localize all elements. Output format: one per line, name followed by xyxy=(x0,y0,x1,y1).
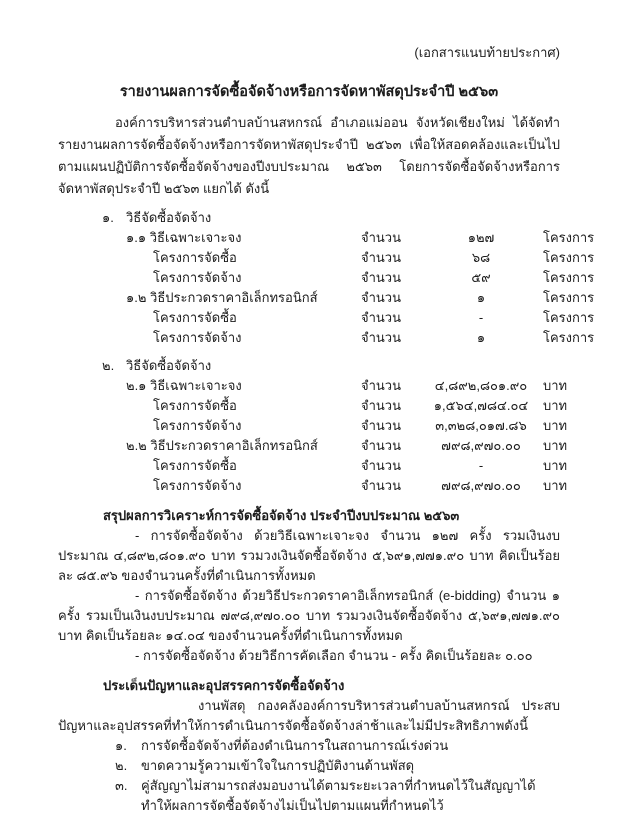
problems-section xyxy=(58,676,560,816)
summary-bullet: - การจัดซื้อจัดจ้าง ด้วยวิธีประกวดราคาอิเล็กทรอนิกส์ (e-bidding) จำนวน ๑ ครั้ง รวมเป็นเงินงบประมาณ ๗๙๘,๙๗๐.๐๐ บาท รวมวงเงินจัดซื้อจัดจ้าง ๕,๖๙๑,๗๗๑.๙๐ บาท คิดเป็นร้อยละ ๑๔.๐๔ ของจำนวนครั้งที่ดำเนินการทั้งหมด xyxy=(58,588,560,643)
section-rows xyxy=(126,376,568,496)
problem-item-number: ๓. xyxy=(115,778,128,793)
row-qty-label: จำนวน xyxy=(361,378,401,393)
row-unit: บาท xyxy=(543,418,568,433)
table-row xyxy=(126,328,595,348)
row-unit: โครงการ xyxy=(543,310,595,325)
table-row xyxy=(126,476,568,496)
table-row xyxy=(126,456,568,476)
row-value: ๑ xyxy=(476,330,486,345)
table-row xyxy=(126,396,568,416)
intro-paragraph: องค์การบริหารส่วนตำบลบ้านสหกรณ์ อำเภอแม่ออน จังหวัดเชียงใหม่ ได้จัดทำรายงานผลการจัดซื้อจัดจ้างหรือการจัดหาพัสดุประจำปี ๒๕๖๓ เพื่อให้สอดคล้องและเป็นไปตามแผนปฏิบัติการจัดซื้อจัดจ้างของปีงบประมาณ ๒๕๖๓ โดยการจัดซื้อจัดจ้างหรือการจัดหาพัสดุประจำปี ๒๕๖๓ แยกได้ ดังนี้ xyxy=(58,115,560,196)
row-value: - xyxy=(478,310,484,325)
problems-heading: ประเด็นปัญหาและอุปสรรคการจัดซื้อจัดจ้าง xyxy=(103,678,345,693)
row-value: ๑๒๗ xyxy=(467,230,495,245)
row-unit: บาท xyxy=(543,438,568,453)
row-label: ๒.๑ วิธีเฉพาะเจาะจง xyxy=(126,378,242,393)
row-value: ๑ xyxy=(476,290,486,305)
table-row xyxy=(126,308,595,328)
row-label: โครงการจัดจ้าง xyxy=(153,478,242,493)
row-unit: บาท xyxy=(543,398,568,413)
row-unit: บาท xyxy=(543,458,568,473)
table-row xyxy=(126,248,595,268)
problem-item-text: คู่สัญญาไม่สามารถส่งมอบงานได้ตามระยะเวลาที่กำหนดไว้ในสัญญาได้ ทำให้ผลการจัดซื้อจัดจ้างไม่เป็นไปตามแผนที่กำหนดไว้ xyxy=(141,778,536,813)
row-qty-label: จำนวน xyxy=(361,418,401,433)
problem-item-text: การจัดซื้อจัดจ้างที่ต้องดำเนินการในสถานการณ์เร่งด่วน xyxy=(141,738,449,753)
section-heading xyxy=(102,356,560,376)
problem-item xyxy=(115,776,560,816)
row-qty-label: จำนวน xyxy=(361,310,401,325)
summary-section xyxy=(58,506,560,666)
row-label: โครงการจัดจ้าง xyxy=(153,330,242,345)
section-rows xyxy=(126,228,595,348)
row-qty-label: จำนวน xyxy=(361,230,401,245)
summary-heading: สรุปผลการวิเคราะห์การจัดซื้อจัดจ้าง ประจำปีงบประมาณ ๒๕๖๓ xyxy=(103,508,460,523)
row-value: ๗๙๘,๙๗๐.๐๐ xyxy=(441,438,521,453)
row-label: ๑.๑ วิธีเฉพาะเจาะจง xyxy=(126,230,242,245)
summary-bullet: - การจัดซื้อจัดจ้าง ด้วยวิธีเฉพาะเจาะจง จำนวน ๑๒๗ ครั้ง รวมเงินงบประมาณ ๔,๘๙๒,๘๐๑.๙๐ บาท รวมวงเงินจัดซื้อจัดจ้าง ๕,๖๙๑,๗๗๑.๙๐ บาท คิดเป็นร้อยละ ๘๕.๙๖ ของจำนวนครั้งที่ดำเนินการทั้งหมด xyxy=(58,528,560,583)
row-label: โครงการจัดซื้อ xyxy=(153,250,237,265)
row-unit: โครงการ xyxy=(543,250,595,265)
table-row xyxy=(126,416,568,436)
row-qty-label: จำนวน xyxy=(361,478,401,493)
section-heading xyxy=(102,208,560,228)
section-number: ๒. xyxy=(102,358,115,373)
row-label: โครงการจัดจ้าง xyxy=(153,270,242,285)
row-value: ๓,๓๒๘,๐๑๗.๘๖ xyxy=(435,418,527,433)
problem-item xyxy=(115,756,560,776)
row-value: - xyxy=(478,458,484,473)
problem-item-text: ขาดความรู้ความเข้าใจในการปฏิบัติงานด้านพัสดุ xyxy=(141,758,415,773)
problems-intro: งานพัสดุ กองคลังองค์การบริหารส่วนตำบลบ้านสหกรณ์ ประสบปัญหาและอุปสรรคที่ทำให้การดำเนินการจัดซื้อจัดจ้างล่าช้าและไม่มีประสิทธิภาพดังนี้ xyxy=(58,698,560,733)
row-value: ๕๙ xyxy=(471,270,491,285)
attachment-annotation: (เอกสารแนบท้ายประกาศ) xyxy=(414,45,560,60)
row-label: โครงการจัดจ้าง xyxy=(153,418,242,433)
row-value: ๗๙๘,๙๗๐.๐๐ xyxy=(441,478,521,493)
row-qty-label: จำนวน xyxy=(361,330,401,345)
section-heading-label: วิธีจัดซื้อจัดจ้าง xyxy=(126,358,212,373)
problem-item-number: ๒. xyxy=(115,758,128,773)
row-qty-label: จำนวน xyxy=(361,270,401,285)
row-label: ๑.๒ วิธีประกวดราคาอิเล็กทรอนิกส์ xyxy=(126,290,318,305)
row-unit: โครงการ xyxy=(543,230,595,245)
row-unit: โครงการ xyxy=(543,270,595,285)
row-label: โครงการจัดซื้อ xyxy=(153,310,237,325)
problem-item-number: ๑. xyxy=(115,738,127,753)
row-unit: บาท xyxy=(543,478,568,493)
row-unit: โครงการ xyxy=(543,290,595,305)
table-row xyxy=(126,436,568,456)
section-number: ๑. xyxy=(102,210,114,225)
table-row xyxy=(126,228,595,248)
row-label: โครงการจัดซื้อ xyxy=(153,458,237,473)
summary-bullet: - การจัดซื้อจัดจ้าง ด้วยวิธีการคัดเลือก จำนวน - ครั้ง คิดเป็นร้อยละ ๐.๐๐ xyxy=(135,648,533,663)
row-qty-label: จำนวน xyxy=(361,458,401,473)
page-title: รายงานผลการจัดซื้อจัดจ้างหรือการจัดหาพัสดุประจำปี ๒๕๖๓ xyxy=(119,84,499,100)
section-procurement-methods-count xyxy=(58,208,595,348)
row-label: โครงการจัดซื้อ xyxy=(153,398,237,413)
row-qty-label: จำนวน xyxy=(361,438,401,453)
table-row xyxy=(126,376,568,396)
row-qty-label: จำนวน xyxy=(361,398,401,413)
row-value: ๖๘ xyxy=(471,250,491,265)
row-unit: บาท xyxy=(543,378,568,393)
row-qty-label: จำนวน xyxy=(361,290,401,305)
table-row xyxy=(126,268,595,288)
section-heading-label: วิธีจัดซื้อจัดจ้าง xyxy=(126,210,212,225)
row-qty-label: จำนวน xyxy=(361,250,401,265)
table-row xyxy=(126,288,595,308)
problem-item xyxy=(115,736,560,756)
row-value: ๑,๕๖๔,๗๘๔.๐๔ xyxy=(433,398,529,413)
row-label: ๒.๒ วิธีประกวดราคาอิเล็กทรอนิกส์ xyxy=(126,438,318,453)
section-procurement-methods-budget xyxy=(58,356,568,496)
row-value: ๔,๘๙๒,๘๐๑.๙๐ xyxy=(434,378,528,393)
row-unit: โครงการ xyxy=(543,330,595,345)
